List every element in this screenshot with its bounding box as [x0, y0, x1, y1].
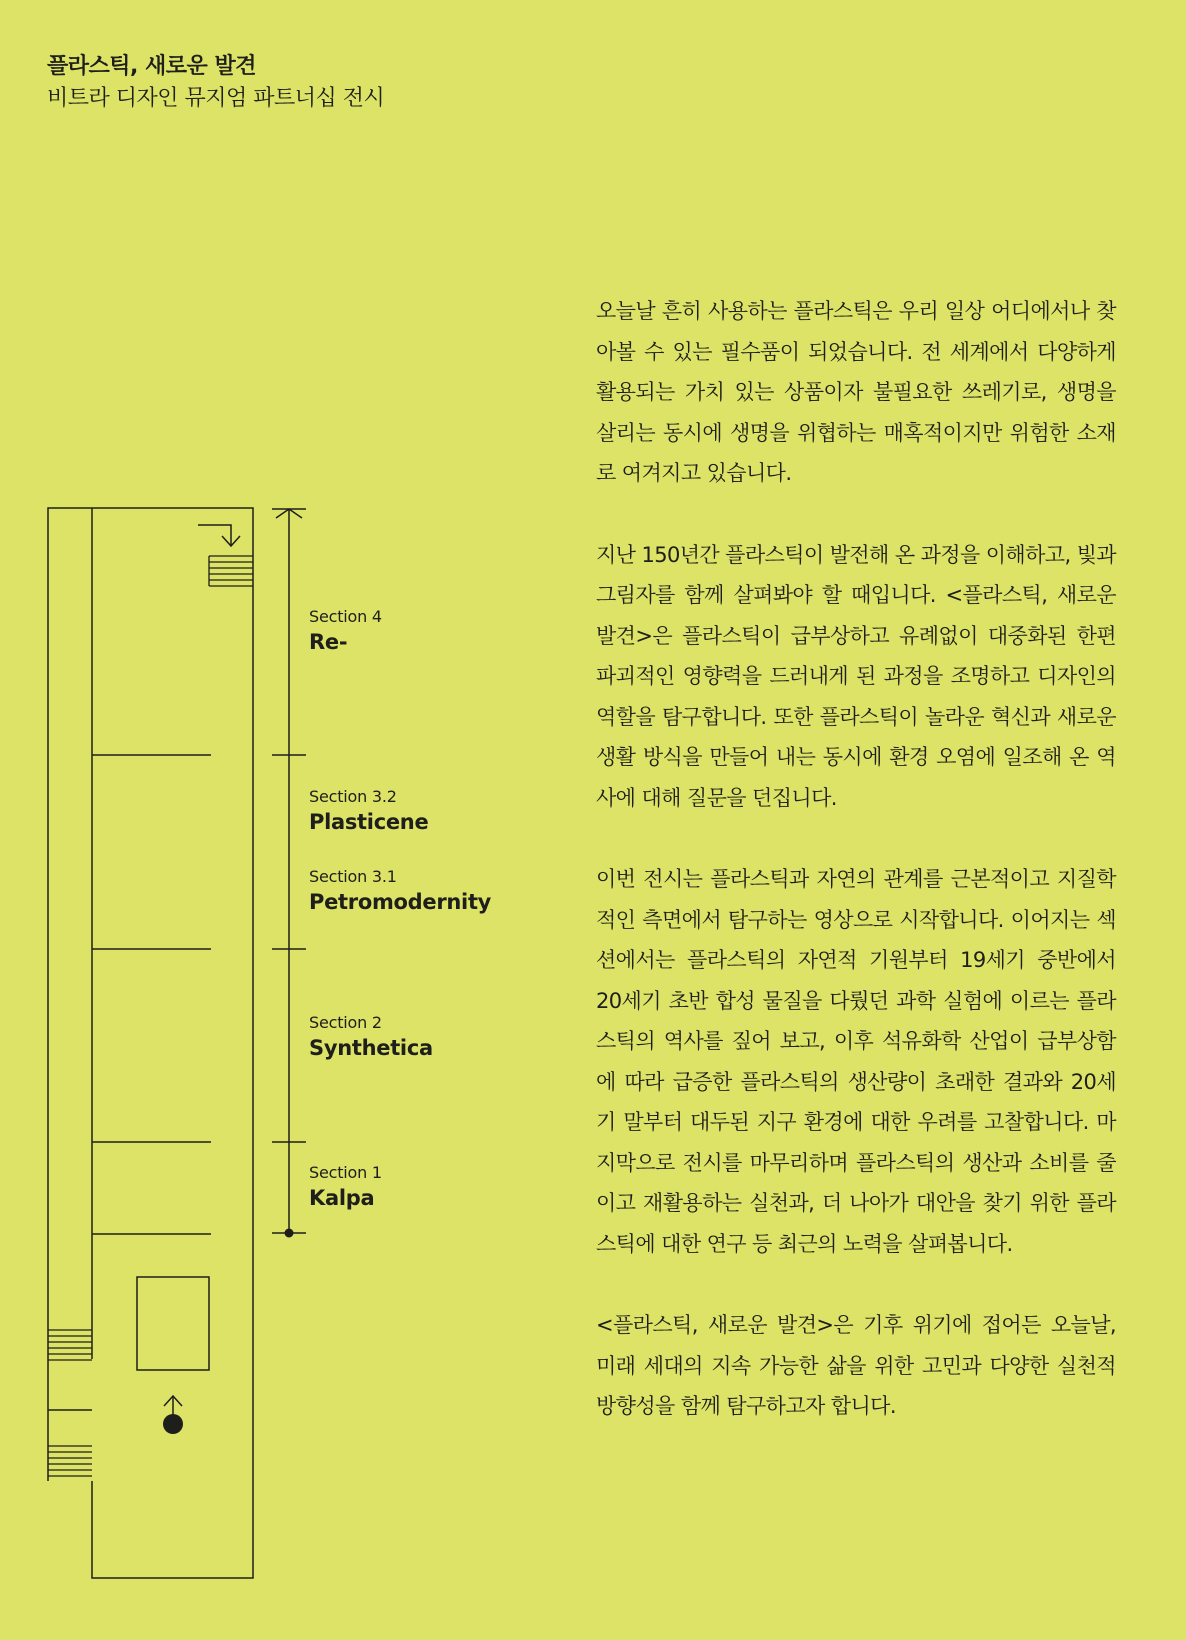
- exhibition-description: [596, 291, 1116, 1468]
- turn-down-arrow-icon: [198, 525, 240, 546]
- exhibition-subtitle: 비트라 디자인 뮤지엄 파트너십 전시: [47, 86, 385, 111]
- section-name: Re-: [309, 630, 348, 654]
- outer-wall: [48, 508, 253, 1578]
- scale-end-dot: [285, 1229, 294, 1238]
- section-label-4: [309, 606, 382, 656]
- section-name: Kalpa: [309, 1186, 375, 1210]
- section-label-3-2: [309, 786, 428, 836]
- stairs-icon: [48, 1330, 92, 1360]
- stairs-icon: [209, 556, 253, 586]
- floor-plan: [0, 0, 520, 1640]
- section-number: Section 3.1: [309, 867, 397, 886]
- section-label-1: [309, 1162, 382, 1212]
- section-name: Plasticene: [309, 810, 429, 834]
- description-paragraph: 오늘날 흔히 사용하는 플라스틱은 우리 일상 어디에서나 찾아볼 수 있는 필수품이 되었습니다. 전 세계에서 다양하게 활용되는 가치 있는 상품이자 불필요한 쓰레기로, 생명을 살리는 동시에 생명을 위협하는 매혹적이지만 위험한 소재로 여겨지고 있습니다.: [596, 299, 1116, 485]
- section-number: Section 3.2: [309, 787, 397, 806]
- description-paragraph: 지난 150년간 플라스틱이 발전해 온 과정을 이해하고, 빛과 그림자를 함께 살펴봐야 할 때입니다. <플라스틱, 새로운 발견>은 플라스틱이 급부상하고 유례없이 대중화된 한편 파괴적인 영향력을 드러내게 된 과정을 조명하고 디자인의 역할을 탐구합니다. 또한 플라스틱이 놀라운 혁신과 새로운 생활 방식을 만들어 내는 동시에 환경 오염에 일조해 온 역사에 대해 질문을 던집니다.: [596, 542, 1116, 810]
- exhibition-title: 플라스틱, 새로운 발견: [47, 54, 256, 79]
- section-number: Section 1: [309, 1163, 382, 1182]
- stairs-icon: [48, 1446, 92, 1476]
- section-label-2: [309, 1012, 433, 1062]
- small-room: [137, 1277, 209, 1370]
- section-scale: [272, 509, 306, 1233]
- you-are-here-arrow-icon: [163, 1396, 183, 1434]
- section-label-3-1: [309, 866, 491, 916]
- section-number: Section 4: [309, 607, 382, 626]
- description-paragraph: <플라스틱, 새로운 발견>은 기후 위기에 접어든 오늘날, 미래 세대의 지속 가능한 삶을 위한 고민과 다양한 실천적 방향성을 함께 탐구하고자 합니다.: [596, 1313, 1116, 1418]
- section-name: Synthetica: [309, 1036, 433, 1060]
- section-number: Section 2: [309, 1013, 382, 1032]
- section-name: Petromodernity: [309, 890, 492, 914]
- description-paragraph: 이번 전시는 플라스틱과 자연의 관계를 근본적이고 지질학적인 측면에서 탐구하는 영상으로 시작합니다. 이어지는 섹션에서는 플라스틱의 자연적 기원부터 19세기 중반에서 20세기 초반 합성 물질을 다뤘던 과학 실험에 이르는 플라스틱의 역사를 짚어 보고, 이후 석유화학 산업이 급부상함에 따라 급증한 플라스틱의 생산량이 초래한 결과와 20세기 말부터 대두된 지구 환경에 대한 우려를 고찰합니다. 마지막으로 전시를 마무리하며 플라스틱의 생산과 소비를 줄이고 재활용하는 실천과, 더 나아가 대안을 찾기 위한 플라스틱에 대한 연구 등 최근의 노력을 살펴봅니다.: [596, 867, 1116, 1256]
- floor-plan-drawing: [0, 0, 520, 1640]
